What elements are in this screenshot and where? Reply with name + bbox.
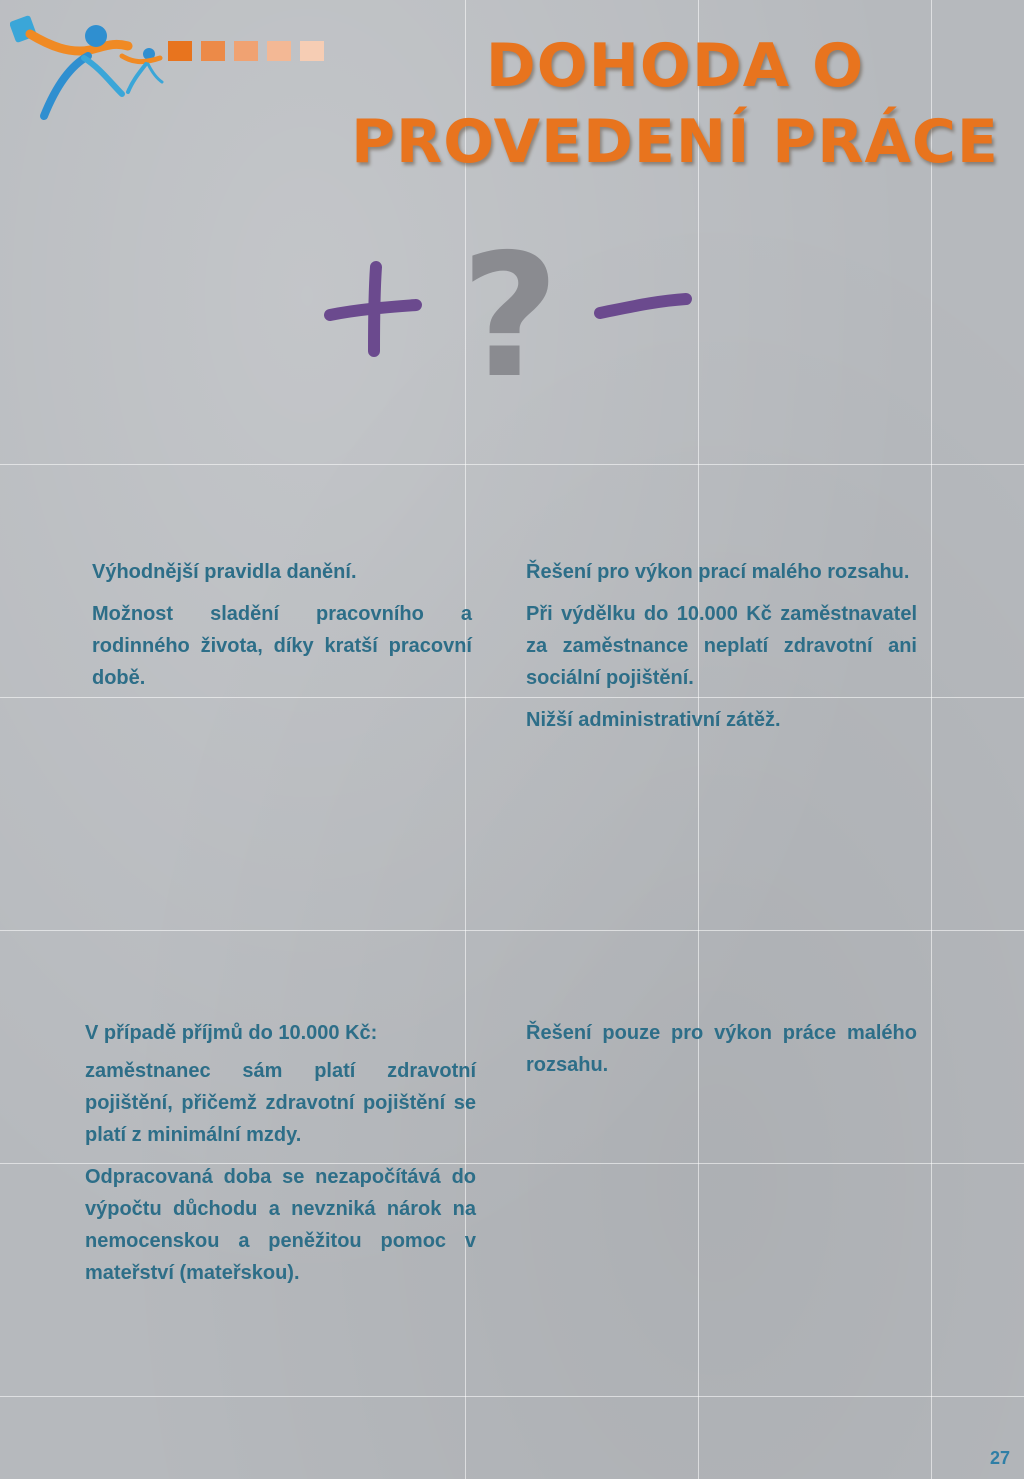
question-mark: ? — [460, 235, 560, 385]
minus-icon — [600, 299, 686, 313]
disadvantages-employee — [85, 1017, 476, 1299]
grid-line — [931, 0, 932, 1479]
list-item: Nižší administrativní zátěž. — [526, 709, 781, 731]
plus-question-minus-graphic — [320, 235, 700, 385]
page-title — [330, 28, 1020, 180]
list-item: V případě příjmů do 10.000 Kč: — [85, 1022, 378, 1044]
advantages-employee — [92, 556, 472, 704]
list-item: zaměstnanec sám platí zdravotní pojištění, přičemž zdravotní pojištění se platí z minimální mzdy. — [85, 1060, 476, 1146]
list-item: Odpracovaná doba se nezapočítává do výpočtu důchodu a nevzniká nárok na nemocenskou a peněžitou pomoc v mateřství (mateřskou). — [85, 1166, 476, 1284]
decor-square — [234, 41, 258, 61]
decor-squares — [168, 41, 324, 61]
disadvantages-employer — [526, 1017, 917, 1091]
decor-square — [201, 41, 225, 61]
list-item: Možnost sladění pracovního a rodinného života, díky kratší pracovní době. — [92, 603, 472, 689]
plus-icon — [330, 267, 416, 351]
advantages-employer — [526, 556, 917, 746]
list-item: Výhodnější pravidla danění. — [92, 561, 357, 583]
decor-square — [300, 41, 324, 61]
grid-line — [0, 464, 1024, 465]
page-number: 27 — [989, 1448, 1010, 1468]
title-line: PROVEDENÍ PRÁCE — [351, 107, 999, 177]
list-item: Řešení pouze pro výkon práce malého rozsahu. — [526, 1022, 917, 1076]
people-logo-icon — [10, 6, 170, 122]
decor-square — [168, 41, 192, 61]
list-item: Při výdělku do 10.000 Kč zaměstnavatel za zaměstnance neplatí zdravotní ani sociální pojištění. — [526, 603, 917, 689]
title-line: DOHODA O — [485, 31, 865, 101]
decor-square — [267, 41, 291, 61]
grid-line — [0, 1396, 1024, 1397]
grid-line — [0, 930, 1024, 931]
list-item: Řešení pro výkon prací malého rozsahu. — [526, 561, 910, 583]
